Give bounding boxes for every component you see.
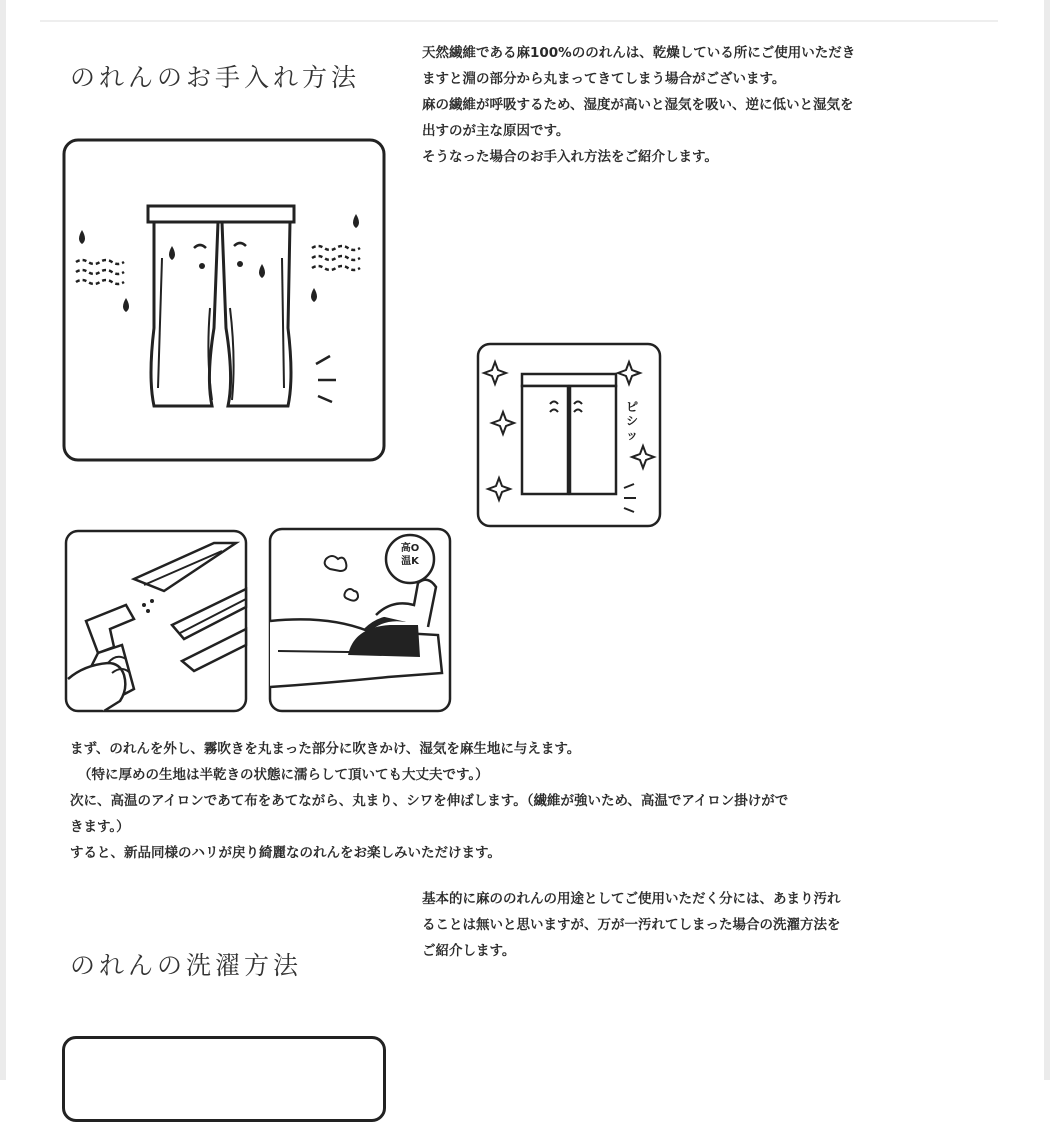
care-section-title: のれんのお手入れ方法 <box>70 63 361 92</box>
high-temp-badge <box>392 542 428 568</box>
sfx-label: ピシッ <box>626 400 639 442</box>
badge-line: 高O <box>400 543 420 554</box>
page-edge-left <box>0 0 6 1080</box>
care-step-line: （特に厚めの生地は半乾きの状態に濡らして頂いても大丈夫です。） <box>78 767 489 783</box>
wash-intro-line: ることは無いと思いますが、万が一汚れてしまった場合の洗濯方法を <box>422 917 841 933</box>
spray-illustration <box>64 529 248 713</box>
care-intro-line: 天然繊維である麻100%ののれんは、乾燥している所にご使用いただき <box>422 45 856 61</box>
care-intro <box>422 40 1022 170</box>
care-intro-line: ますと淵の部分から丸まってきてしまう場合がございます。 <box>422 71 786 87</box>
wash-section-title: のれんの洗濯方法 <box>70 951 303 980</box>
care-intro-line: 出すのが主な原因です。 <box>422 123 570 139</box>
wash-illustration-frame <box>62 1036 386 1122</box>
curled-noren-illustration <box>62 138 386 464</box>
page-edge-right <box>1044 0 1050 1080</box>
care-steps <box>70 736 1020 866</box>
curled-noren-icon <box>62 138 386 464</box>
wash-intro-line: 基本的に麻ののれんの用途としてご使用いただく分には、あまり汚れ <box>422 891 841 907</box>
care-step-line: すると、新品同様のハリが戻り綺麗なのれんをお楽しみいただけます。 <box>70 845 501 861</box>
care-intro-line: そうなった場合のお手入れ方法をご紹介します。 <box>422 149 718 165</box>
wash-intro-line: ご紹介します。 <box>422 943 516 959</box>
care-step-line: きます。） <box>70 819 130 835</box>
top-divider <box>40 20 998 22</box>
care-step-line: まず、のれんを外し、霧吹きを丸まった部分に吹きかけ、湿気を麻生地に与えます。 <box>70 741 581 757</box>
spray-bottle-icon <box>64 529 248 713</box>
wash-intro <box>422 886 1022 964</box>
flat-noren-illustration <box>476 342 662 528</box>
badge-line: 温K <box>401 556 419 567</box>
iron-illustration <box>268 527 452 713</box>
care-step-line: 次に、高温のアイロンであて布をあてながら、丸まり、シワを伸ばします。（繊維が強いため、高温でアイロン掛けがで <box>70 793 789 809</box>
care-intro-line: 麻の繊維が呼吸するため、湿度が高いと湿気を吸い、逆に低いと湿気を <box>422 97 854 113</box>
